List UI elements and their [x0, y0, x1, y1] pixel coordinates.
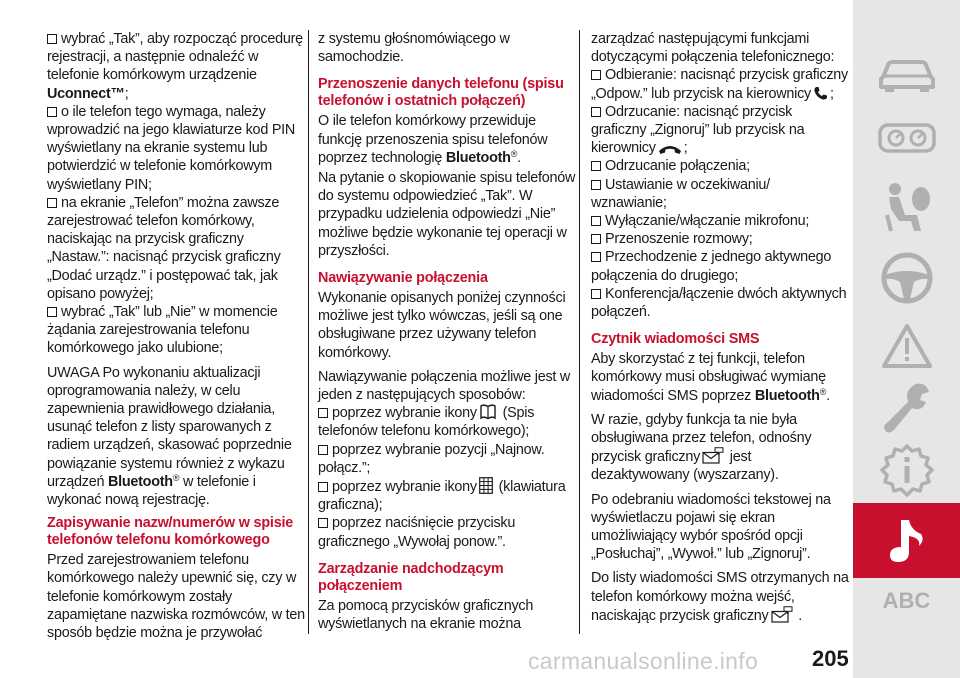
list-item: poprzez naciśnięcie przycisku graficznego „Wywołaj ponow.”.	[318, 515, 516, 550]
section-heading: Zarządzanie nadchodzącym połączeniem	[318, 560, 504, 594]
chapter-tab-multimedia[interactable]	[853, 503, 960, 578]
paragraph: Do listy wiadomości SMS otrzymanych na telefon komórkowy można wejść, naciskając przycisk graficzny .	[591, 570, 849, 624]
paragraph: Wykonanie opisanych poniżej czynności możliwe jest tylko wówczas, jeśli są one obsługiwane przez używany telefon komórkowy.	[318, 290, 566, 361]
warning-icon	[881, 322, 933, 370]
chapter-tab-car[interactable]	[853, 50, 960, 100]
section-heading: Czytnik wiadomości SMS	[591, 331, 760, 348]
chapter-tab-emergency[interactable]	[853, 315, 960, 377]
list-item: wybrać „Tak” lub „Nie” w momencie żądania zarejestrowania telefonu komórkowego jako ulubione;	[47, 304, 278, 357]
list-item: o ile telefon tego wymaga, należy wprowadzić na jego klawiaturze kod PIN wyświetlany na ekranie systemu lub potwierdzić w telefonie komórkowym wyświetlany PIN;	[47, 103, 296, 193]
checkbox-bullet-icon	[47, 107, 57, 117]
checkbox-bullet-icon	[318, 445, 328, 455]
checkbox-bullet-icon	[591, 107, 601, 117]
keypad-icon	[479, 477, 493, 494]
chapter-tab-driving[interactable]	[853, 248, 960, 308]
list-item: Wyłączanie/włączanie mikrofonu;	[591, 212, 849, 230]
column-divider	[308, 30, 309, 634]
paragraph: Nawiązywanie połączenia możliwe jest w jeden z następujących sposobów:	[318, 368, 571, 404]
paragraph: O ile telefon komórkowy przewiduje funkcję przenoszenia spisu telefonów poprzez technologię Bluetooth®.	[318, 113, 548, 166]
checkbox-bullet-icon	[591, 234, 601, 244]
paragraph: Za pomocą przycisków graficznych wyświetlanych na ekranie można	[318, 597, 534, 633]
list-item: Odrzucanie połączenia;	[591, 157, 849, 175]
section-heading: Przenoszenie danych telefonu (spisu telefonów i ostatnich połączeń)	[318, 76, 564, 110]
paragraph: Po odebraniu wiadomości tekstowej na wyświetlaczu pojawi się ekran umożliwiający wybór spośród opcji „Posłuchaj”, „Wywoł.” lub „Zignoruj”.	[591, 491, 831, 563]
paragraph: Aby skorzystać z tej funkcji, telefon komórkowy musi obsługiwać wymianę wiadomości SMS poprzez Bluetooth®.	[591, 351, 830, 404]
chapter-sidebar	[853, 0, 960, 678]
chapter-tab-safety[interactable]	[853, 178, 960, 238]
music-note-icon	[887, 518, 927, 564]
checkbox-bullet-icon	[591, 216, 601, 226]
list-item: poprzez wybranie ikony (Spis telefonów telefonu komórkowego);	[318, 405, 535, 440]
list-item: poprzez wybranie ikony (klawiatura graficzna);	[318, 479, 566, 514]
car-icon	[877, 57, 937, 93]
column-divider	[579, 30, 580, 634]
text-column-3	[591, 30, 849, 631]
wrench-icon	[882, 380, 932, 436]
airbag-icon	[879, 181, 935, 235]
paragraph: Na pytanie o skopiowanie spisu telefonów do systemu odpowiedzieć „Tak”. W przypadku udzielenia odpowiedzi „Nie” możliwe będzie wykonanie tej operacji w przyszłości.	[318, 170, 576, 259]
page-number: 205	[812, 646, 849, 671]
section-heading: Zapisywanie nazw/numerów w spisie telefonów telefonu komórkowego	[47, 515, 294, 549]
section-heading: Nawiązywanie połączenia	[318, 270, 488, 287]
list-item: Przenoszenie rozmowy;	[591, 230, 849, 248]
checkbox-bullet-icon	[47, 34, 57, 44]
note-paragraph: UWAGA Po wykonaniu aktualizacji oprogramowania należy, w celu zapewnienia prawidłowego działania, usunąć telefon z listy sparowanych z radiem urządzeń, skasować poprzednie powiązanie systemu również z wykazu urządzeń Bluetooth® w telefonie i wykonać nową rejestrację.	[47, 364, 292, 509]
paragraph: W razie, gdyby funkcja ta nie była obsługiwana przez telefon, odnośny przycisk graficzny jest dezaktywowany (wyszarzany).	[591, 411, 812, 484]
list-item: poprzez wybranie pozycji „Najnow. połącz.”;	[318, 441, 545, 476]
list-item: Ustawianie w oczekiwaniu/ wznawianie;	[591, 176, 770, 211]
list-item: na ekranie „Telefon” można zawsze zarejestrować telefon komórkowy, naciskając na przycisk graficzny „Nastaw.”: nacisnąć przycisk graficzny „Dodać urządz.” i postępować tak, jak opisano powyżej;	[47, 194, 281, 302]
paragraph: z systemu głośnomówiącego w samochodzie.	[318, 31, 510, 66]
checkbox-bullet-icon	[591, 180, 601, 190]
chapter-tab-dashboard[interactable]	[853, 118, 960, 158]
list-item: Odbieranie: nacisnąć przycisk graficzny „Odpow.” lub przycisk na kierownicy ;	[591, 67, 848, 102]
text-column-2	[318, 30, 576, 639]
list-item: Konferencja/łączenie dwóch aktywnych połączeń.	[591, 285, 847, 321]
info-icon	[879, 443, 935, 499]
paragraph: zarządzać następującymi funkcjami dotyczącymi połączenia telefonicznego:	[591, 31, 835, 66]
paragraph: Przed zarejestrowaniem telefonu komórkowego należy upewnić się, czy w telefonie komórkowym zostały zapamiętane nazwiska rozmówców, w ten sposób będzie można je przywołać	[47, 552, 305, 642]
phone-hangup-icon	[658, 144, 682, 155]
checkbox-bullet-icon	[47, 307, 57, 317]
sms-icon	[702, 447, 724, 464]
steering-wheel-icon	[880, 251, 934, 305]
checkbox-bullet-icon	[591, 161, 601, 171]
watermark: carmanualsonline.info	[528, 648, 759, 674]
checkbox-bullet-icon	[318, 408, 328, 418]
list-item: Przechodzenie z jednego aktywnego połączenia do drugiego;	[591, 249, 832, 284]
checkbox-bullet-icon	[591, 252, 601, 262]
list-item: Odrzucanie: nacisnąć przycisk graficzny „Zignoruj” lub przycisk na kierownicy ;	[591, 103, 805, 157]
chapter-tab-maintenance[interactable]	[853, 378, 960, 438]
checkbox-bullet-icon	[591, 289, 601, 299]
text-column-1	[47, 30, 305, 648]
index-label[interactable]: ABC	[882, 588, 931, 613]
phone-answer-icon	[813, 86, 828, 101]
dashboard-icon	[878, 123, 936, 153]
checkbox-bullet-icon	[47, 198, 57, 208]
checkbox-bullet-icon	[591, 70, 601, 80]
checkbox-bullet-icon	[318, 482, 328, 492]
chapter-tab-technical-data[interactable]	[853, 440, 960, 502]
checkbox-bullet-icon	[318, 518, 328, 528]
list-item: wybrać „Tak”, aby rozpocząć procedurę rejestracji, a następnie odnaleźć w telefonie komórkowym urządzenie Uconnect™;	[47, 31, 303, 102]
phonebook-icon	[479, 404, 497, 420]
sms-icon	[771, 606, 793, 623]
